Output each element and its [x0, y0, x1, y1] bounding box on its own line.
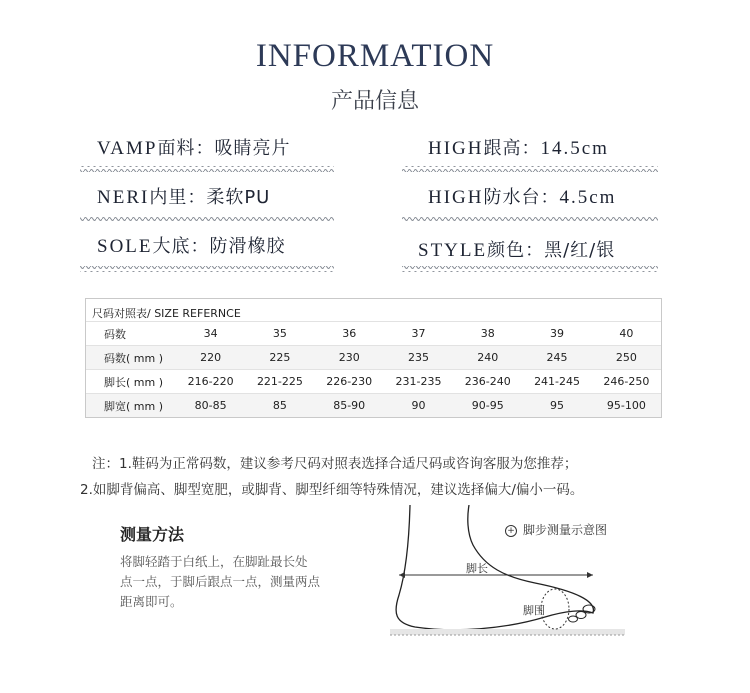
- diagram-title: [505, 521, 607, 538]
- table-cell: 241-245: [522, 370, 591, 394]
- info-neri-value: 柔软PU: [206, 187, 271, 208]
- separator-2-right: [402, 215, 658, 221]
- separator-2-left: [80, 215, 334, 221]
- info-vamp: [97, 134, 290, 160]
- table-cell: 95: [522, 394, 591, 418]
- table-cell: 95-100: [592, 394, 661, 418]
- foot-length-label: 脚长: [466, 562, 488, 575]
- info-high-platform-label-cn: 防水台：: [483, 187, 560, 208]
- table-cell: 85-90: [315, 394, 384, 418]
- table-cell: 90-95: [453, 394, 522, 418]
- table-cell: 220: [176, 346, 245, 370]
- table-cell: 231-235: [384, 370, 453, 394]
- table-cell: 236-240: [453, 370, 522, 394]
- size-table-caption: 尺码对照表/ SIZE REFERNCE: [92, 307, 241, 320]
- foot-length-arrow-left: [399, 572, 405, 578]
- table-cell: 38: [453, 322, 522, 346]
- table-cell: 230: [315, 346, 384, 370]
- separator-1-left: [80, 166, 334, 172]
- method-line-1: 将脚轻踏于白纸上，在脚趾最长处: [120, 554, 308, 569]
- separator-3-right: [402, 266, 658, 272]
- note-line-2: 2.如脚背偏高、脚型宽肥，或脚背、脚型纤细等特殊情况，建议选择偏大/偏小一码。: [80, 482, 584, 498]
- foot-length-arrow-right: [587, 572, 593, 578]
- info-high-platform: [428, 183, 616, 209]
- info-vamp-label-en: VAMP: [97, 138, 158, 159]
- info-high-platform-label-en: HIGH: [428, 187, 484, 208]
- page-subtitle: 产品信息: [330, 89, 419, 114]
- table-cell: 226-230: [315, 370, 384, 394]
- table-cell: 216-220: [176, 370, 245, 394]
- table-cell: 36: [315, 322, 384, 346]
- plus-circle-icon: +: [505, 525, 517, 537]
- note-line-1: 注：1.鞋码为正常码数，建议参考尺码对照表选择合适尺码或咨询客服为您推荐；: [92, 456, 578, 472]
- table-cell: 235: [384, 346, 453, 370]
- toe-3: [569, 616, 578, 622]
- table-cell: 221-225: [245, 370, 314, 394]
- table-row-header: 码数: [86, 322, 176, 346]
- table-cell: 85: [245, 394, 314, 418]
- table-cell: 245: [522, 346, 591, 370]
- ground: [390, 629, 625, 635]
- table-cell: 37: [384, 322, 453, 346]
- table-row-header: 脚宽( mm ): [86, 394, 176, 418]
- method-text: [120, 552, 370, 612]
- info-style-value: 黑/红/银: [544, 240, 616, 261]
- info-high-heel: [428, 134, 609, 160]
- table-cell: 90: [384, 394, 453, 418]
- table-cell: 39: [522, 322, 591, 346]
- foot-circ-label: 脚围: [523, 604, 545, 617]
- info-high-heel-value: 14.5cm: [540, 138, 609, 159]
- table-cell: 40: [592, 322, 661, 346]
- info-neri-label-cn: 内里：: [149, 187, 207, 208]
- info-sole-label-cn: 大底：: [152, 236, 210, 257]
- table-row: [86, 346, 661, 370]
- method-title: 测量方法: [120, 525, 185, 544]
- info-sole-label-en: SOLE: [97, 236, 153, 257]
- info-style-label-cn: 颜色：: [487, 240, 545, 261]
- table-row: [86, 370, 661, 394]
- table-cell: 246-250: [592, 370, 661, 394]
- size-table: [86, 321, 661, 417]
- diagram-title-text: 脚步测量示意图: [523, 523, 608, 537]
- table-cell: 225: [245, 346, 314, 370]
- info-high-heel-label-en: HIGH: [428, 138, 484, 159]
- size-table-panel: [85, 298, 662, 418]
- info-vamp-label-cn: 面料：: [157, 138, 215, 159]
- separator-1-right: [402, 166, 658, 172]
- table-row-header: 码数( mm ): [86, 346, 176, 370]
- info-neri: [97, 183, 270, 209]
- foot-circ-ellipse: [541, 589, 569, 629]
- method-line-2: 点一点，于脚后跟点一点，测量两点: [120, 574, 321, 589]
- info-vamp-value: 吸睛亮片: [214, 138, 291, 159]
- table-cell: 240: [453, 346, 522, 370]
- table-cell: 34: [176, 322, 245, 346]
- table-cell: 80-85: [176, 394, 245, 418]
- table-row-header: 脚长( mm ): [86, 370, 176, 394]
- table-cell: 35: [245, 322, 314, 346]
- info-sole-value: 防滑橡胶: [209, 236, 286, 257]
- info-style: [418, 236, 615, 262]
- table-cell: 250: [592, 346, 661, 370]
- page-title: INFORMATION: [255, 38, 495, 74]
- table-row: [86, 394, 661, 418]
- table-row: [86, 322, 661, 346]
- method-line-3: 距离即可。: [120, 594, 183, 609]
- info-neri-label-en: NERI: [97, 187, 150, 208]
- info-sole: [97, 232, 286, 258]
- info-high-platform-value: 4.5cm: [559, 187, 617, 208]
- info-high-heel-label-cn: 跟高：: [483, 138, 541, 159]
- separator-3-left: [80, 266, 334, 272]
- info-style-label-en: STYLE: [418, 240, 488, 261]
